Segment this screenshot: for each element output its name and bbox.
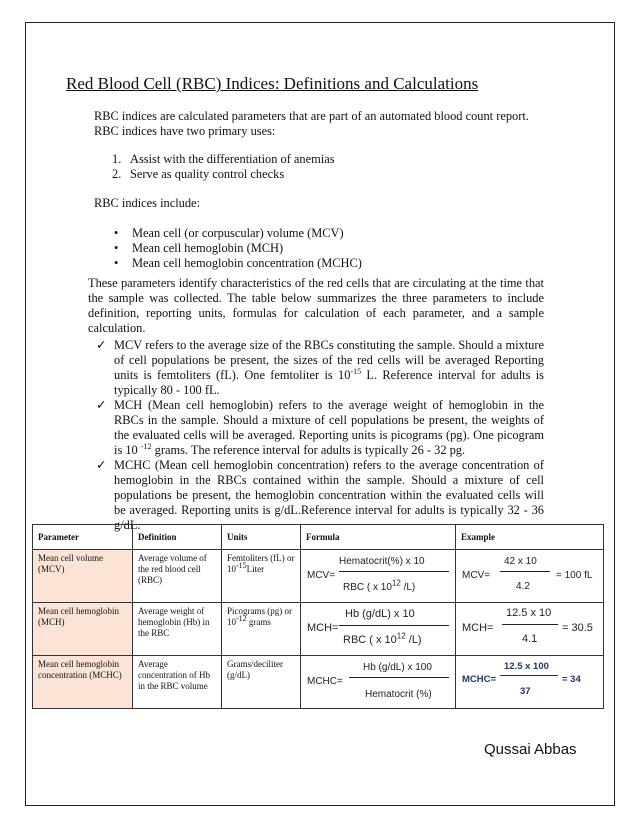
check-item-mcv: ✓ MCV refers to the average size of the RBCs constituting the sample. Should a mixture of cell populations be present, the sizes of the red cells will be averaged Reporting units is femtoliters (fL). One femtoliter is $10^{-15}$ L. Reference interval for adults is typically 80 - 100 fL. — [96, 338, 544, 397]
param-cell: Mean cell hemoglobin concentration (MCHC) — [33, 656, 133, 709]
formula-cell: MCV= Hematocrit(%) x 10 RBC ( x $10^{12}$ /L) — [301, 550, 456, 603]
header-units: Units — [222, 525, 301, 550]
units-cell: Femtoliters (fL) or $10^{-15}Liter$ — [222, 550, 301, 603]
example-cell: MCV= 42 x 10 4.2 = 100 fL — [456, 550, 604, 603]
summary-paragraph: These parameters identify characteristics of the red cells that are circulating at the time that the sample was collected. The table below summarizes the three parameters to include definition, reporting units, formulas for calculation of each parameter, and a sample calculation. — [88, 276, 544, 335]
list-item: • Mean cell (or corpuscular) volume (MCV) — [114, 226, 344, 240]
checkmark-icon: ✓ — [96, 338, 107, 352]
header-definition: Definition — [133, 525, 222, 550]
page-title: Red Blood Cell (RBC) Indices: Definitions and Calculations — [66, 74, 479, 93]
example-cell: MCHC= 12.5 x 100 37 = 34 — [456, 656, 604, 709]
author-signature: Qussai Abbas — [484, 741, 577, 758]
include-label: RBC indices include: — [94, 196, 200, 210]
formula-cell: MCH= Hb (g/dL) x 10 RBC ( x $10^{12}$ /L) — [301, 603, 456, 656]
param-cell: Mean cell hemoglobin (MCH) — [33, 603, 133, 656]
indices-table — [32, 524, 604, 709]
param-cell: Mean cell volume (MCV) — [33, 550, 133, 603]
header-parameter: Parameter — [33, 525, 133, 550]
definition-cell: Average weight of hemoglobin (Hb) in the RBC — [133, 603, 222, 656]
check-item-mchc: ✓ MCHC (Mean cell hemoglobin concentration) refers to the average concentration of hemoglobin in the RBCs contained within the sample. Should a mixture of cell populations be present, the hemoglobin concentration within the evaluated cells will be averaged. Reporting units is g/dL.Reference interval for adults is typically 32 - 36 g/dL. — [96, 458, 544, 532]
example-cell: MCH= 12.5 x 10 4.1 = 30.5 — [456, 603, 604, 656]
table-row — [33, 656, 604, 709]
table-header-row — [33, 525, 604, 550]
checkmark-icon: ✓ — [96, 458, 107, 472]
intro — [94, 109, 564, 139]
list-item: • Mean cell hemoglobin concentration (MCHC) — [114, 256, 362, 270]
definition-cell: Average concentration of Hb in the RBC volume — [133, 656, 222, 709]
list-item: 1. Assist with the differentiation of anemias — [112, 152, 335, 166]
list-item: • Mean cell hemoglobin (MCH) — [114, 241, 284, 255]
list-item: 2. Serve as quality control checks — [112, 167, 285, 181]
header-example: Example — [456, 525, 604, 550]
check-item-mch: ✓ MCH (Mean cell hemoglobin) refers to the average weight of hemoglobin in the RBCs in the sample. Should a mixture of cell populations be present, the weights of the evaluated cells will be averaged. Reporting units is picograms (pg). One picogram is 10 $^{-12}$ grams. The reference interval for adults is typically 26 - 32 pg. — [96, 398, 544, 457]
intro-line-2: RBC indices have two primary uses: — [94, 124, 276, 138]
header-formula: Formula — [301, 525, 456, 550]
checkmark-icon: ✓ — [96, 398, 107, 412]
units-cell: Grams/deciliter (g/dL) — [222, 656, 301, 709]
formula-cell: MCHC= Hb (g/dL) x 100 Hematocrit (%) — [301, 656, 456, 709]
table-row — [33, 550, 604, 603]
table-row — [33, 603, 604, 656]
definition-cell: Average volume of the red blood cell (RBC) — [133, 550, 222, 603]
intro-line-1: RBC indices are calculated parameters that are part of an automated blood count report. — [94, 109, 529, 123]
units-cell: Picograms (pg) or $10^{-12}$ grams — [222, 603, 301, 656]
